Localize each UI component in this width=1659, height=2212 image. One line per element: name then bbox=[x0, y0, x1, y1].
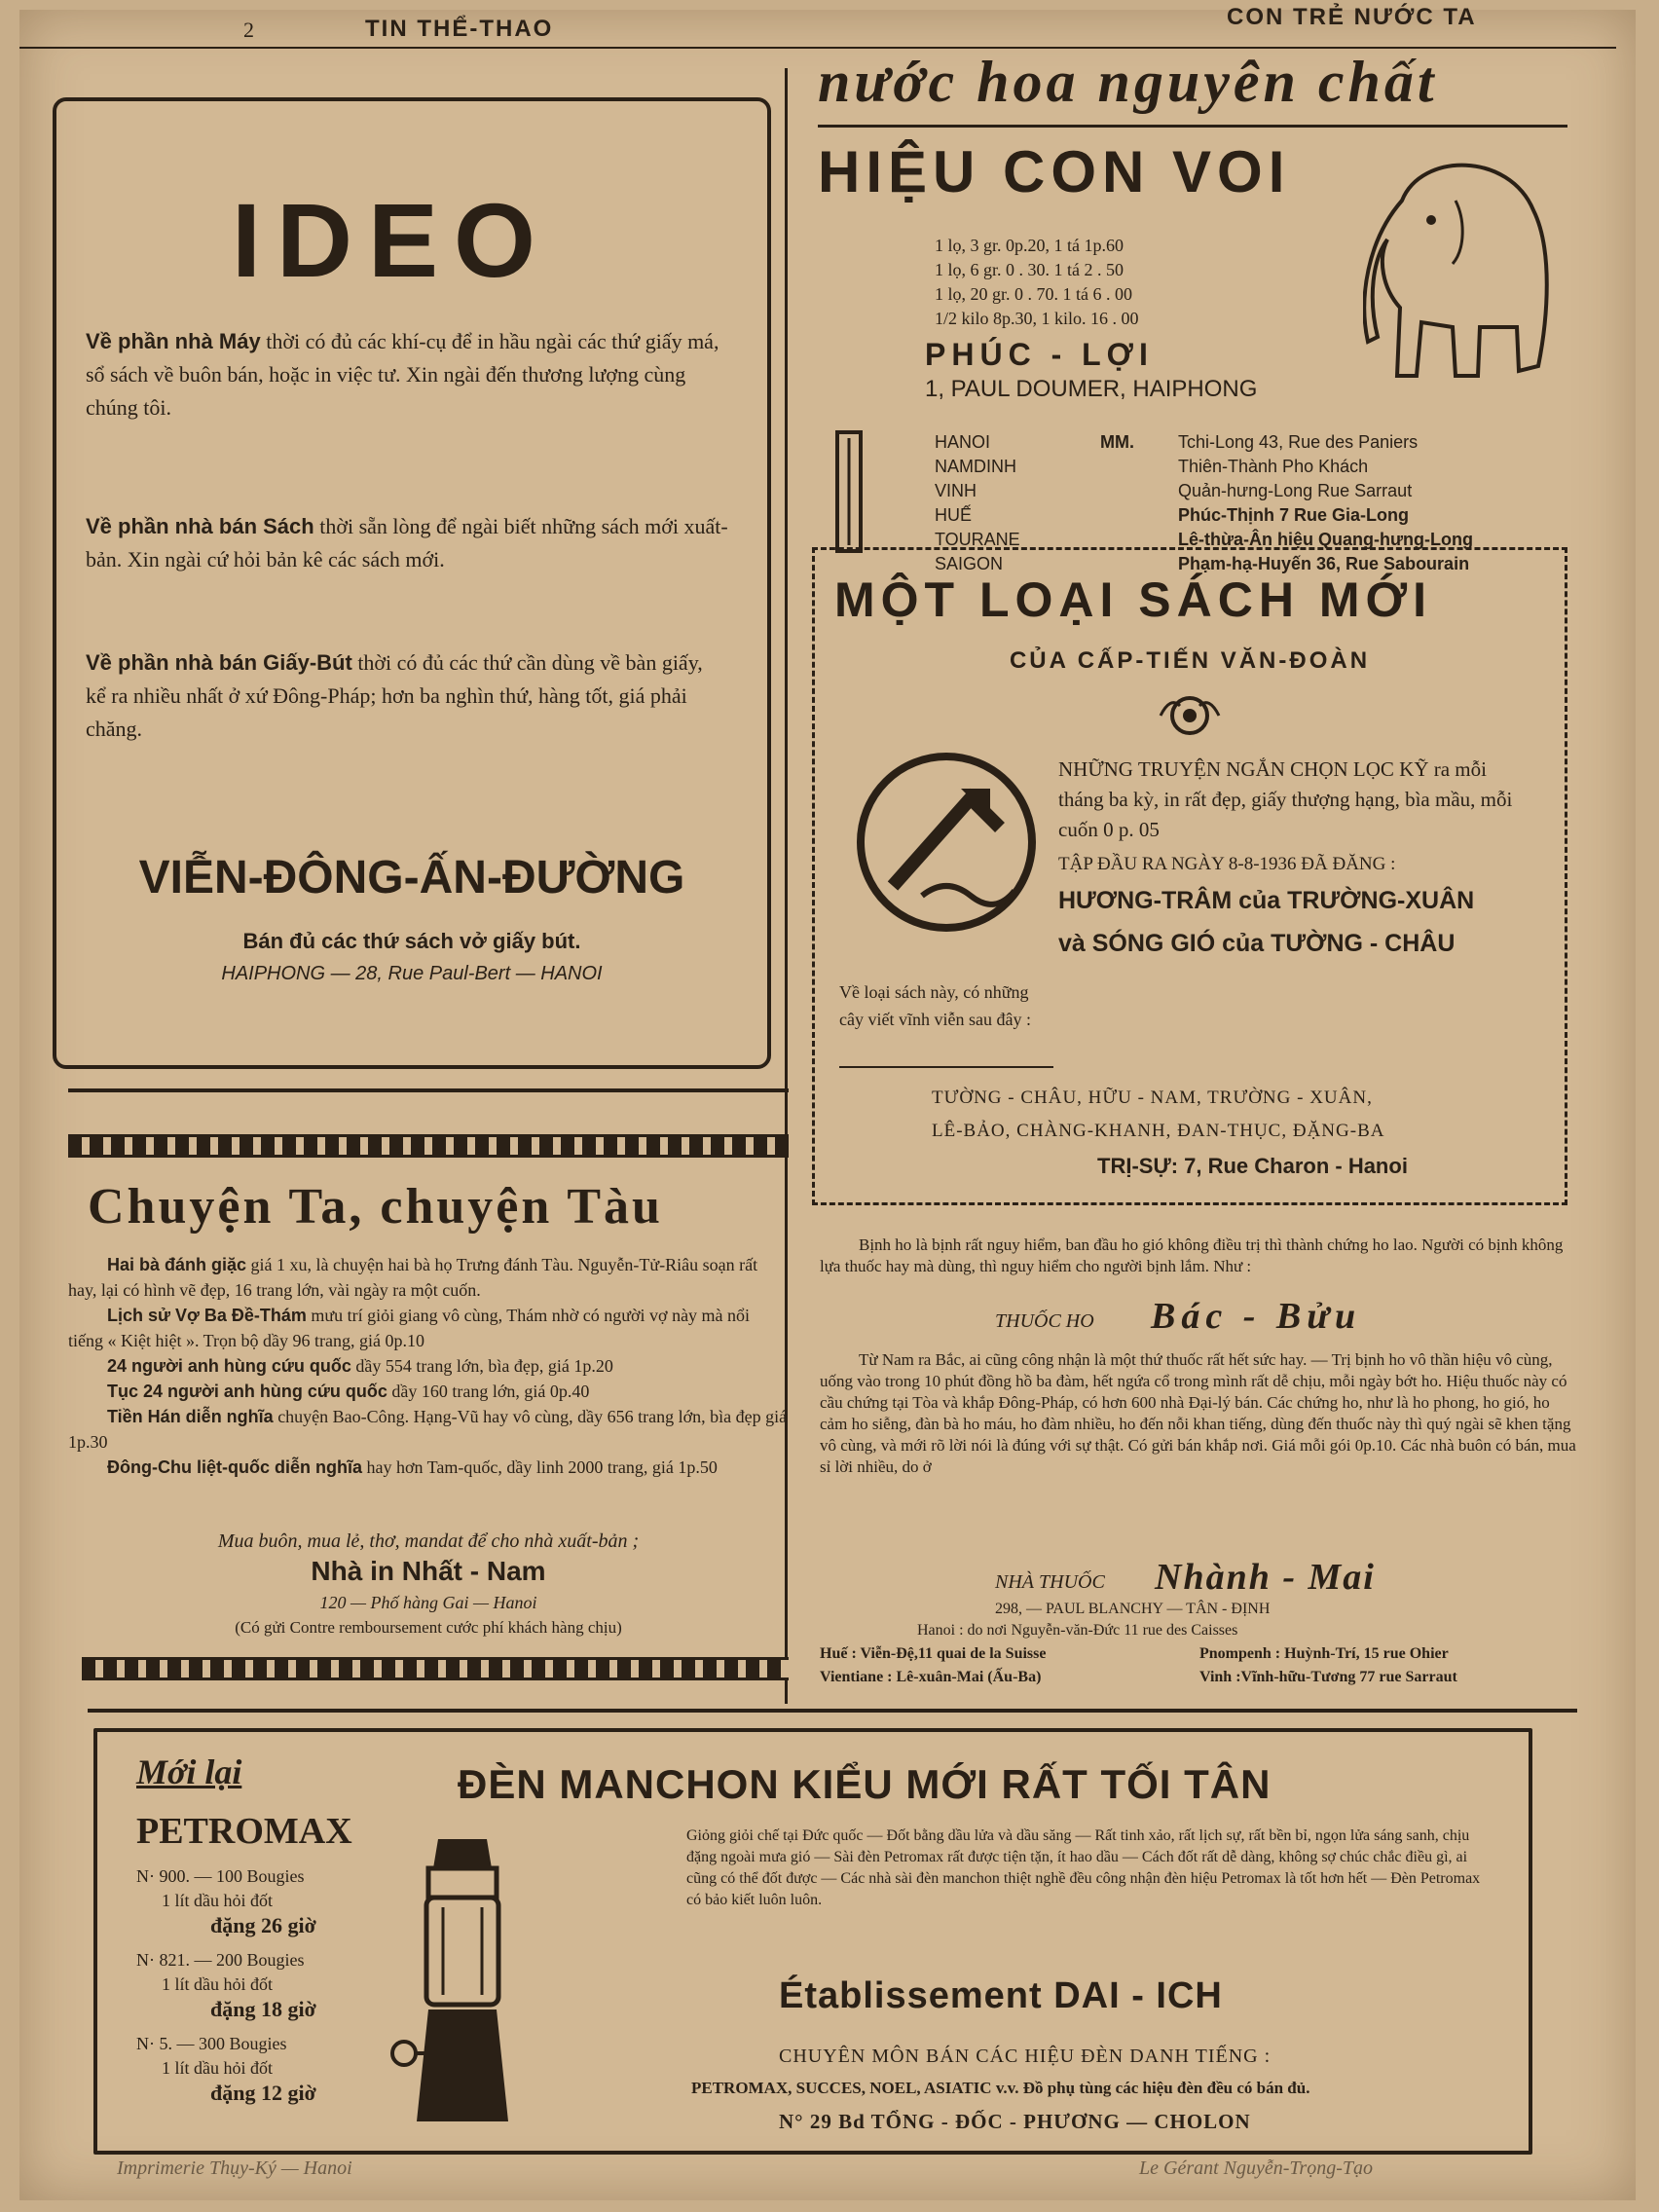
city: TOURANE bbox=[935, 530, 1020, 549]
lamp-specialty: CHUYÊN MÔN BÁN CÁC HIỆU ĐÈN DANH TIẾNG : bbox=[779, 2046, 1272, 2067]
flower-ornament-icon bbox=[1151, 686, 1229, 745]
tales-note: (Có gửi Contre remboursement cước phí khách hàng chịu) bbox=[235, 1618, 622, 1637]
elephant-icon bbox=[1363, 142, 1567, 405]
agent: Thiên-Thành Pho Khách bbox=[1178, 457, 1369, 476]
price-line: 1 lọ, 6 gr. 0 . 30. 1 tá 2 . 50 bbox=[935, 260, 1124, 279]
tales-item: Lịch sử Vợ Ba Đề-Thám mưu trí giỏi giang vô cùng, Thám nhờ có người vợ này mà nổi tiếng « Kiệt hiệt ». Trọn bộ dầy 96 trang, giá 0p.10 bbox=[68, 1306, 751, 1350]
ideo-company: VIỄN-ĐÔNG-ẤN-ĐƯỜNG bbox=[138, 852, 685, 903]
newspaper-page bbox=[19, 4, 1636, 2200]
perfume-seller: PHÚC - LỢI bbox=[925, 337, 1154, 372]
ideo-ad bbox=[53, 97, 771, 1069]
lamp-address: N° 29 Bd TỔNG - ĐỐC - PHƯƠNG — CHOLON bbox=[779, 2110, 1251, 2133]
ideo-item-lead: Về phần nhà bán Sách bbox=[86, 514, 314, 538]
tales-publisher: Nhà in Nhất - Nam bbox=[311, 1556, 546, 1586]
medicine-agent: Vinh :Vĩnh-hữu-Tương 77 rue Sarraut bbox=[1199, 1669, 1457, 1685]
books-subtitle: CỦA CẤP-TIẾN VĂN-ĐOÀN bbox=[1009, 647, 1371, 674]
left-running-title: TIN THỂ-THAO bbox=[365, 16, 554, 42]
ideo-item-books bbox=[86, 510, 728, 576]
medicine-label: THUỐC HO bbox=[995, 1310, 1094, 1332]
agent: Lê-thừa-Ân hiệu Quang-hưng-Long bbox=[1178, 530, 1474, 549]
perfume-brand: HIỆU CON VOI bbox=[818, 139, 1291, 204]
books-ad bbox=[812, 547, 1567, 1205]
ideo-item-press bbox=[86, 325, 728, 424]
agent: Phúc-Thịnh 7 Rue Gia-Long bbox=[1178, 505, 1409, 525]
footer-printer: Imprimerie Thụy-Ký — Hanoi bbox=[117, 2157, 352, 2179]
ideo-address: HAIPHONG — 28, Rue Paul-Bert — HANOI bbox=[221, 963, 603, 984]
lamp-model-3: N· 5. — 300 Bougies 1 lít dầu hỏi đốt đặng 12 giờ bbox=[136, 2034, 316, 2105]
lamp-ad bbox=[93, 1728, 1532, 2155]
medicine-agent: Pnompenh : Huỳnh-Trí, 15 rue Ohier bbox=[1199, 1645, 1449, 1662]
ideo-item-text: thời có đủ các thứ cần dùng về bàn giấy, kể ra nhiều nhất ở xứ Đông-Pháp; hơn ba nghìn thứ, hàng tốt, giá phải chăng. bbox=[86, 650, 703, 741]
medicine-agent: Vientiane : Lê-xuân-Mai (Ấu-Ba) bbox=[820, 1669, 1042, 1685]
tales-item: Tiền Hán diễn nghĩa chuyện Bao-Công. Hạng-Vũ hay vô cùng, dầy 656 trang lớn, bìa đẹp giá 1p.30 bbox=[68, 1407, 788, 1452]
perfume-price-list bbox=[935, 234, 1344, 331]
ideo-item-text: thời có đủ các khí-cụ để in hầu ngài các thứ giấy má, sổ sách về buôn bán, hoặc in việc tư. Xin ngài đến thương lượng cùng chúng tôi. bbox=[86, 329, 719, 420]
medicine-agent: Hanoi : do nơi Nguyễn-văn-Đức 11 rue des Caisses bbox=[917, 1622, 1238, 1639]
medicine-agent: Huế : Viễn-Đệ,11 quai de la Suisse bbox=[820, 1645, 1047, 1662]
wave-border-bottom bbox=[82, 1657, 789, 1680]
price-line: 1/2 kilo 8p.30, 1 kilo. 16 . 00 bbox=[935, 309, 1139, 328]
books-office: TRỊ-SỰ: 7, Rue Charon - Hanoi bbox=[1097, 1154, 1408, 1178]
lamp-company: Établissement DAI - ICH bbox=[779, 1975, 1223, 2016]
medicine-name: Bác - Bửu bbox=[1151, 1296, 1362, 1337]
lamp-model-2: N· 821. — 200 Bougies 1 lít dầu hỏi đốt đặng 18 giờ bbox=[136, 1950, 316, 2021]
ideo-item-text: thời sẵn lòng để ngài biết những sách mới xuất-bản. Xin ngài cứ hỏi bản kê các sách mới. bbox=[86, 514, 728, 571]
footer-manager: Le Gérant Nguyễn-Trọng-Tạo bbox=[1139, 2157, 1373, 2179]
perfume-seller-address: 1, PAUL DOUMER, HAIPHONG bbox=[925, 376, 1258, 402]
agent: Quản-hưng-Long Rue Sarraut bbox=[1178, 481, 1413, 500]
medicine-shop-address: 298, — PAUL BLANCHY — TÂN - ĐỊNH bbox=[995, 1601, 1271, 1617]
section-rule bbox=[68, 1088, 789, 1092]
books-writers-underline bbox=[839, 1066, 1053, 1068]
tales-item: Tục 24 người anh hùng cứu quốc dầy 160 trang lớn, giá 0p.40 bbox=[107, 1382, 590, 1401]
tales-address: 120 — Phố hàng Gai — Hanoi bbox=[319, 1593, 537, 1612]
medicine-body: Từ Nam ra Bắc, ai cũng công nhận là một thứ thuốc rất hết sức hay. — Trị bịnh ho vô thần hiệu vô cùng, uống vào trong 10 phút đồng hồ ba đàm, hết ngứa cổ trong mình rất dễ chịu, mỗi ngày bớt ho. Hiệu thuốc này có cầu chứng tại Tòa và khắp Đông-Pháp, có hơn 600 nhà Đại-lý bán. Các chứng ho, như là ho phong, ho gió, ho cảm ho siễng, đàn bà ho máu, ho đàm nhiều, ho đến nỗi khan tiếng, dùng đến thuốc này thì quý ngài sẽ khen tặng vô cùng, và mới rõ lời nói là đúng với sự thật. Có gửi bán khắp nơi. Giá mỗi gói 0p.10. Các nhà buôn có bán, mua sỉ lời nhiều, do ở bbox=[820, 1350, 1576, 1476]
page-number: 2 bbox=[243, 18, 254, 42]
lamp-headline: ĐÈN MANCHON KIỂU MỚI RẤT TỐI TÂN bbox=[458, 1761, 1272, 1807]
tales-item: 24 người anh hùng cứu quốc dầy 554 trang lớn, bìa đẹp, giá 1p.20 bbox=[107, 1356, 613, 1376]
tales-order: Mua buôn, mua lẻ, thơ, mandat để cho nhà xuất-bản ; bbox=[217, 1530, 640, 1552]
slogan-rule bbox=[818, 125, 1567, 128]
books-first-issue: TẬP ĐẦU RA NGÀY 8-8-1936 ĐÃ ĐĂNG : bbox=[1058, 854, 1396, 874]
tales-item: Đông-Chu liệt-quốc diễn nghĩa hay hơn Tam-quốc, dầy linh 2000 trang, giá 1p.50 bbox=[107, 1457, 718, 1477]
books-writers-1: TƯỜNG - CHÂU, HỮU - NAM, TRƯỜNG - XUÂN, bbox=[932, 1088, 1373, 1108]
city: SAIGON bbox=[935, 554, 1004, 573]
tales-ad bbox=[68, 1168, 789, 1655]
tales-list bbox=[68, 1252, 789, 1480]
lamp-model-1: N· 900. — 100 Bougies 1 lít dầu hỏi đốt đặng 26 giờ bbox=[136, 1866, 316, 1937]
price-line: 1 lọ, 3 gr. 0p.20, 1 tá 1p.60 bbox=[935, 236, 1124, 255]
price-line: 1 lọ, 20 gr. 0 . 70. 1 tá 6 . 00 bbox=[935, 284, 1132, 304]
medicine-ad bbox=[820, 1235, 1579, 1702]
books-desc: NHỮNG TRUYỆN NGẮN CHỌN LỌC KỸ ra mỗi tháng ba kỳ, in rất đẹp, giấy thượng hạng, bìa mầu, mỗi cuốn 0 p. 05 bbox=[1058, 757, 1513, 841]
books-writers-2: LÊ-BẢO, CHÀNG-KHANH, ĐAN-THỤC, ĐẶNG-BA bbox=[932, 1121, 1385, 1141]
lamp-new: Mới lại bbox=[136, 1752, 242, 1791]
ideo-item-lead: Về phần nhà bán Giấy-Bút bbox=[86, 650, 352, 675]
perfume-bottle-icon bbox=[830, 428, 868, 555]
perfume-ad bbox=[808, 49, 1577, 573]
perfume-slogan: nước hoa nguyên chất bbox=[818, 50, 1438, 114]
agents-prefix: MM. bbox=[1100, 432, 1134, 452]
city: VINH bbox=[935, 481, 977, 500]
lamp-top-rule bbox=[88, 1709, 1577, 1713]
books-title-1: HƯƠNG-TRÂM của TRƯỜNG-XUÂN bbox=[1058, 887, 1475, 914]
agent: Tchi-Long 43, Rue des Paniers bbox=[1178, 432, 1419, 452]
books-writers-note: Về loại sách này, có những cây viết vĩnh viễn sau đây : bbox=[839, 982, 1031, 1029]
ideo-title: IDEO bbox=[232, 181, 552, 299]
publisher-logo-icon bbox=[854, 750, 1039, 935]
medicine-intro: Bịnh ho là bịnh rất nguy hiểm, ban đầu ho gió không điều trị thì thành chứng ho lao. Người có bịnh không lựa thuốc hay mà dùng, thì nguy hiểm cho người bịnh lắm. Như : bbox=[820, 1235, 1564, 1275]
books-title-2: và SÓNG GIÓ của TƯỜNG - CHÂU bbox=[1058, 930, 1456, 957]
ideo-tagline: Bán đủ các thứ sách vở giấy bút. bbox=[242, 929, 581, 953]
ideo-item-stationery bbox=[86, 646, 728, 746]
right-running-title: CON TRẺ NƯỚC TA bbox=[1227, 4, 1477, 30]
books-title: MỘT LOẠI SÁCH MỚI bbox=[834, 572, 1433, 627]
lamp-brands: PETROMAX, SUCCES, NOEL, ASIATIC v.v. Đồ phụ tùng các hiệu đèn đều có bán đủ. bbox=[691, 2079, 1310, 2097]
medicine-shop-name: Nhành - Mai bbox=[1155, 1557, 1376, 1598]
tales-title: Chuyện Ta, chuyện Tàu bbox=[88, 1179, 663, 1235]
city: HUẾ bbox=[935, 505, 973, 525]
tales-item: Hai bà đánh giặc giá 1 xu, là chuyện hai bà họ Trưng đánh Tàu. Nguyễn-Tử-Riâu soạn rất hay, lại có hình vẽ đẹp, 16 trang lớn, vài ngày ra một cuốn. bbox=[68, 1255, 758, 1300]
city: NAMDINH bbox=[935, 457, 1016, 476]
city: HANOI bbox=[935, 432, 991, 452]
agent: Phạm-hạ-Huyến 36, Rue Sabourain bbox=[1178, 554, 1470, 573]
lamp-body: Giỏng giỏi chế tại Đức quốc — Đốt bằng dầu lửa và dầu săng — Rất tinh xảo, rất lịch sự, rất bền bỉ, ngọn lửa sáng sanh, chịu đặng ngoài mưa gió — Sài đèn Petromax rất được tiện tặn, ít hao dầu — Cách đốt rất dễ dàng, không sợ chúc chắc điều gì, ai cũng có thể đốt được — Các nhà sài đèn manchon thiệt nghề đều công nhận đèn hiệu Petromax là tốt hơn hết — Đèn Petromax có bảo kiết luôn luôn. bbox=[686, 1827, 1481, 1908]
lamp-brand: PETROMAX bbox=[136, 1811, 352, 1852]
ideo-item-lead: Về phần nhà Máy bbox=[86, 329, 261, 353]
lantern-icon bbox=[389, 1829, 535, 2141]
wave-border-top bbox=[68, 1134, 789, 1158]
medicine-shop-label: NHÀ THUỐC bbox=[995, 1571, 1105, 1593]
